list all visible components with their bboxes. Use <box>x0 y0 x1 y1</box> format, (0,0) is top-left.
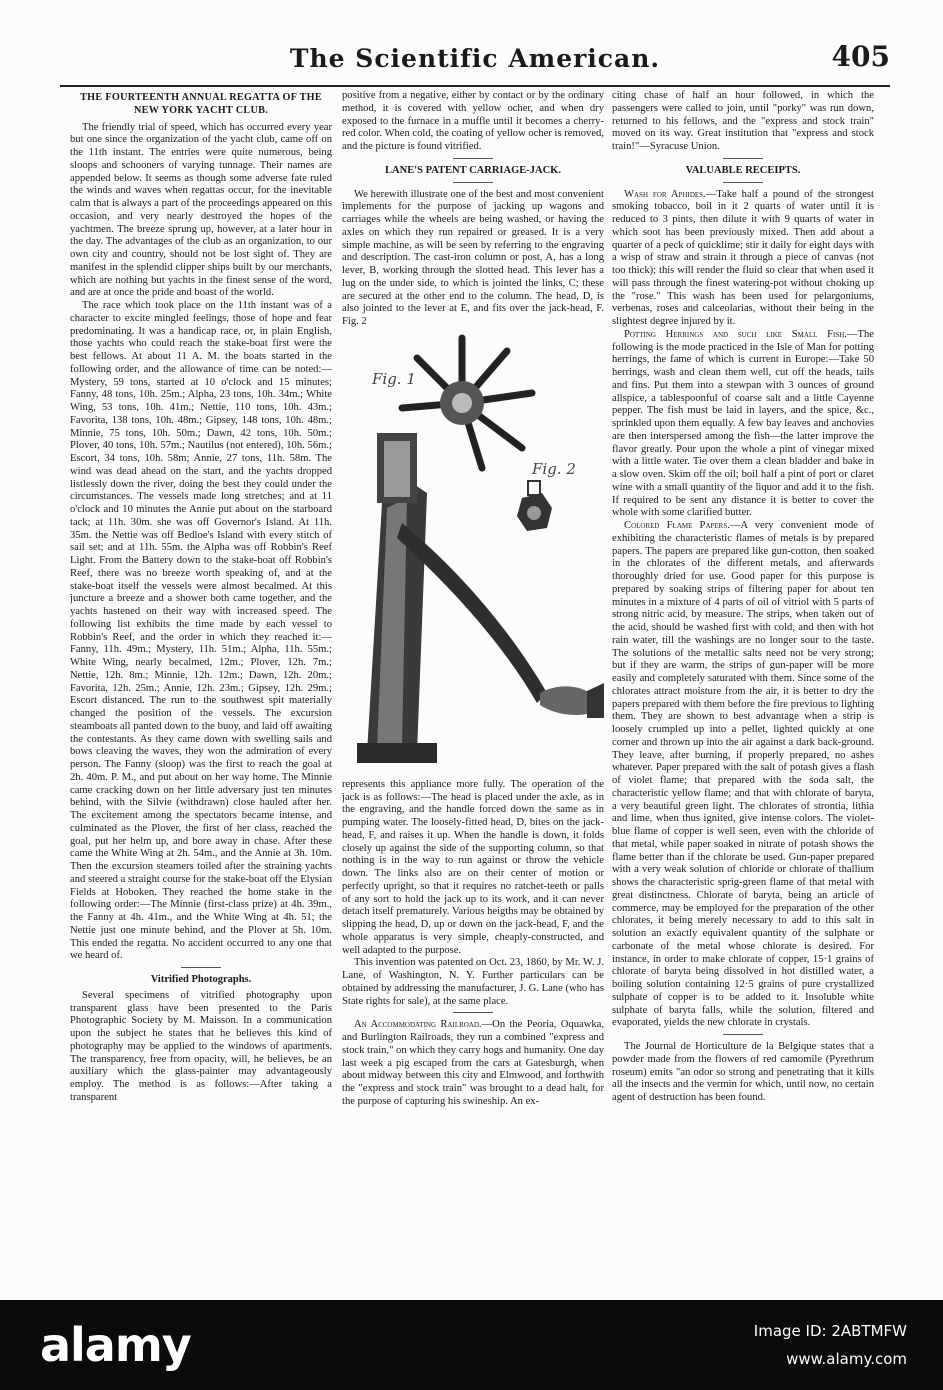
article-heading-vitrified: Vitrified Photographs. <box>150 974 252 985</box>
masthead-rule <box>60 85 890 87</box>
page-number: 405 <box>831 40 890 73</box>
aphides-text: —Take half a pound of the strongest smoking tobacco, boil in it 2 quarts of water until it is reduced to 3 pints, then dilute it with 9 quarts of water in which soot has been previously mixed. Then add about a quarter of a peck of quicklime; stir it daily for eight days with a wisp of straw and strain it through a piece of canvas (not too thick); this will render the fluid so clear that when used it will pass through the finest watering-pot without choking up the "rose." This wash has been used for pelargoniums, verbenas, roses and calceolarias, without their being in the slightest degree injured by it. <box>612 188 874 327</box>
railroad-text: —On the Peoria, Oquawka, and Burlington Railroads, they run a combined "express and stock train," on which they carry hogs and humanity. One day last week a pig escaped from the cars at Gatesburgh, when about midway between this city and Elmwood, and forthwith the "express and stock train" was brought to a dead halt, for the purpose of capturing his swineship. An ex- <box>342 1019 604 1107</box>
aphides-lead: Wash for Aphides. <box>624 188 706 200</box>
article-heading-carriage-jack: LANE'S PATENT CARRIAGE-JACK. <box>385 164 561 176</box>
separator <box>453 1012 493 1013</box>
fig-2-label: Fig. 2 <box>532 459 576 478</box>
herrings-lead: Potting Herrings and such like Small Fish. <box>624 328 847 340</box>
railroad-lead: An Accommodating Railroad. <box>354 1019 482 1031</box>
carriage-jack-paragraph-3: This invention was patented on Oct. 23, 1860, by Mr. W. J. Lane, of Washington, N. Y. Further particulars can be obtained by addressing the manufacturer, J. G. Lane (who has State rights for sale), at the same place. <box>342 957 604 1007</box>
vitrified-paragraph: Several specimens of vitrified photography upon transparent glass have been presented to the Paris Photographic Society by M. Maisson. In a communication upon the subject he states that he believes this kind of photography may be applied to the windows of apartments. The transparency, free from opacity, will, he believes, be an auxiliary which the glass-painter may advantageously employ. The method is as follows:—After taking a transparent <box>70 989 332 1103</box>
separator <box>723 1034 763 1035</box>
railroad-paragraph <box>342 1019 604 1108</box>
column-3 <box>612 90 874 1280</box>
vitrified-continued: positive from a negative, either by contact or by the ordinary method, it is covered with yellow ocher, and when dry exposed to the furnace in a muffle until it becomes a cherry-red color. When cold, the coating of yellow ocher is removed, and the picture is found vitrified. <box>342 90 604 152</box>
separator <box>453 158 493 159</box>
separator <box>453 182 493 183</box>
separator <box>723 158 763 159</box>
herrings-text: —The following is the mode practiced in the Isle of Man for potting herrings, the fame of which is current in Europe:—Take 50 herrings, wash and clean them well, cut off the heads, tails and fins. Put them into a stewpan with 3 ounces of ground allspice, a tablespoonful of coarse salt and a little Cayenne pepper. The fish must be laid in layers, and the spice, &c., sprinkled upon them equally. A few bay leaves and anchovies are then interspersed among the fish—the latter improve the flavor greatly. Pour upon the whole a pint of vinegar mixed with a little water. Tie over them a clean bladder and bake in a slow oven. Skim off the oil; boil half a pint of port or claret wine with a small quantity of the liquor and add it to the fish. If required to be sent any distance it is better to cover the whole with some clarified butter. <box>612 328 874 519</box>
railroad-continued: citing chase of half an hour followed, in which the passengers were called to join, until "porky" was run down, returned to his fellows, and the "express and stock train" moved on its way. Great institution that "express and stock train!"—Syracuse Union. <box>612 90 874 152</box>
separator <box>723 182 763 183</box>
article-heading-regatta: THE FOURTEENTH ANNUAL REGATTA OF THE NEW YORK YACHT CLUB. <box>80 92 322 116</box>
masthead-title: The Scientific American. <box>289 44 661 73</box>
camomile-paragraph: The Journal de Horticulture de la Belgique states that a powder made from the flowers of red camomile (Pyrethrum roseum) emits "an odor so strong and penetrating that it kills all the insects and the vermin for which, until now, no certain agent of destruction has been found. <box>612 1041 874 1103</box>
site-url: www.alamy.com <box>786 1350 907 1368</box>
article-heading-receipts: VALUABLE RECEIPTS. <box>685 164 801 176</box>
flame-papers-text: —A very convenient mode of exhibiting the characteristic flames of metals is by prepared papers. The papers are prepared like gun-cotton, then soaked in the chlorates of the different metals, and afterwards thoroughly dried for use. Good paper for this purpose is prepared by soaking strips of filtering paper for about ten minutes in a mixture of 4 parts of oil of vitriol with 5 parts of strong nitric acid, by measure. The strips, when taken out of the acid, should be washed first with cold, and then with hot rain water, till the washings are no longer sour to the taste. The solutions of the metallic salts need not be very strong; but if they are warm, the strips of gun-paper will be more easily and completely saturated with them. Since some of the chlorates attract moisture from the air, it is better to dry the papers prepared with them before the fire previous to lighting them. They are shown to best advantage when a strip is loosely crumpled up into a pellet, lighted quickly at one corner and thrown up into the air against a dark back-ground. They leave, after burning, if properly prepared, no ashes whatever. Paper prepared with the salt of potash gives a flash of violet flame; that prepared with the soda salt, the characteristic yellow flame; and that with chlorate of baryta, a very beautiful green light. The chlorates of strontia, lithia and lime, when thus ignited, give intense colors. The violet-blue flame of copper is well seen, even with the chloride of that metal, while paper soaked in nitrate of potash shows the flame better than if the chlorate be used. Gun-paper prepared with a very weak solution of chloride or chlorate of thallium shows the characteristic sprig-green flame of that metal with great distinctness. Chlorate of baryta, being an article of commerce, may be employed for the preparation of the other chlorates, it being merely necessary to add to this salt in solution an exactly equivalent quantity of the sulphate or carbonate of the metal whose chlorate is desired. For instance, in order to make chlorate of copper, 15·1 grains of chlorate of baryta being dissolved in hot distilled water, a boiling solution containing 12·5 grains of pure crystallized sulphate of copper is to be added to it. Insoluble white sulphate of baryta falls, while the solution, filtered and evaporated, yields the new chlorate in crystals. <box>612 520 874 1029</box>
masthead <box>60 40 890 80</box>
image-id-label: Image ID: 2ABTMFW <box>753 1322 907 1340</box>
alamy-logo: alamy <box>40 1318 191 1372</box>
separator <box>181 967 221 968</box>
carriage-jack-illustration <box>342 333 604 773</box>
column-2 <box>342 90 604 1280</box>
column-1 <box>70 90 332 1280</box>
carriage-jack-paragraph-1: We herewith illustrate one of the best and most convenient implements for the purpose of jacking up wagons and carriages while the wheels are being washed, or having the axles on which they run repaired or greased. It is a very simple machine, as will be seen by referring to the engraving and description. The cast-iron column or post, A, has a long lever, B, working through the slotted head. This lever has a lug on the under side, to which is jointed the links, C; these are secured at the other end to the column. The head, D, is also jointed to the lever at E, and fits over the jack-head, F. Fig. 2 <box>342 188 604 327</box>
flame-papers-lead: Colored Flame Papers. <box>624 520 730 531</box>
regatta-paragraph-2: The race which took place on the 11th instant was of a character to excite mingled feelings, those of hope and fear predominating. It was a handicap race, or, in plain English, those yachts who could reach the stake-boat first were the best fellows. At about 11 A. M. the boats started in the following order, and the allowance of time can be noted:—Mystery, 59 tons, started at 10 o'clock and 15 minutes; Fanny, 48 tons, 10h. 25m.; Alpha, 23 tons, 10h. 34m.; White Wing, 53 tons, 10h. 41m.; Nettie, 110 tons, 10h. 43m.; Favorita, 138 tons, 10h. 48m.; Gipsey, 148 tons, 10h. 48m.; Minnie, 75 tons, 10h. 50m.; Dawn, 42 tons, 10h. 50m.; Plover, 40 tons, 10h. 57m.; Nautilus (not entered), 10h. 56m.; Escort, 34 tons, 10h. 58m; Annie, 27 tons, 11h. 58m. The wind was dead ahead on the start, and the yachts dropped listlessly down the river, doing the best they could under the circumstances. The vessels made long stretches; and at 11 o'clock and 10 minutes the Annie put about on the starboard tack; at 11h. 30m. she was off Governor's Island. At 11h. 35m. the Nettie was off Bedloe's Island with every stitch of sail set; and at 11h. 55m. the Alpha was off Robbin's Reef Light. From the Battery down to the stake-boat off Robbin's Reef, there was no breeze worth speaking of, and at the stake-boat itself the vessels were almost becalmed. At this juncture a breeze and a shower both came together, and the yachts hastened on their way with increased speed. The following list exhibits the time made by each vessel to Robbin's Reef, and the order in which they reached it:—Fanny, 11h. 49m.; Mystery, 11h. 51m.; Alpha, 11h. 55m.; White Wing, nearly becalmed, 12m.; Plover, 12h. 7m.; Nettie, 12h. 8m.; Minnie, 12h. 12m.; Dawn, 12h. 20m.; Favorita, 12h. 25m.; Annie, 12h. 23m.; Gipsey, 12h. 29m.; Escort distanced. The run to the southwest spit materially changed the position of the vessels. The excursion steamboats all panted down to the buoy, and laid off awaiting the contestants. As they came down with swelling sails and bows cleaving the waves, they won the admiration of every person. The Fanny (sloop) was the first to reach the goal at 2h. 40m. P. M., and put about on her way home. The Minnie came cracking down on her little adversary just ten minutes behind, with the Silvie (withdrawn) close hauled after her. The excitement among the spectators became intense, and culminated as the Plover, the first of her class, reached the goal, put her helm up, and bore away in chase. After these came the White Wing at 2h. 54m., and the Annie at 3h. 10m. Then the excursion steamers toiled after the straining yachts and steered a straight course for the stake-boat off the Elysian Fields at Hoboken. They reached the home stake in the following order:—The Minnie (first-class prize) at 4h. 39m., the Fanny at 4h. 41m., and the White Wing at 4h. 51; the Nettie just one minute behind, and the Plover at 5h. 10m. This ended the regatta. No accident occurred to any one that we heard of. <box>70 300 332 962</box>
aphides-paragraph <box>612 189 874 329</box>
fig-1-label: Fig. 1 <box>372 369 416 388</box>
herrings-paragraph <box>612 329 874 520</box>
flame-papers-paragraph <box>612 520 874 1030</box>
carriage-jack-engraving <box>342 333 604 773</box>
carriage-jack-paragraph-2: represents this appliance more fully. The operation of the jack is as follows:—The head is placed under the axle, as in the engraving, and the handle forced down the same as in pumping water. The loosely-fitted head, D, bites on the jack-head, F, and raises it up. When the handle is down, it folds closely up against the side of the supporting column, so that nothing is in the way to run against or throw the vehicle down. The links also are on their center of motion or perfectly upright, so that it requires no ratchet-teeth or palls of any sort to hold the jack up to its work, and it can never detach itself prematurely. Various heigths may be obtained by slipping the head, D, up or down on the jack-head, F, and the whole apparatus is very simple, cheaply-constructed, and well adapted to the purpose. <box>342 778 604 956</box>
regatta-paragraph-1: The friendly trial of speed, which has occurred every year but one since the organization of the yacht club, came off on the 11th instant. The entries were quite numerous, being sloops and schooners of varying tunnage. Their names are appended below. It seems as though some adverse fate ruled the winds and waves when regattas occur, for the inevitable calm that is always a part of the proceedings appeared on this occasion, and very nearly destroyed the hopes of the yachtmen. The breeze sprung up, however, at a later hour in the day. The advantages of the club as an organization, to our own city and country, should not be lost sight of. They are manifest in the splendid clipper ships built by our merchants, which are nothing but yachts in the finest sense of the word, and are at once the pride and boast of the world. <box>70 121 332 299</box>
